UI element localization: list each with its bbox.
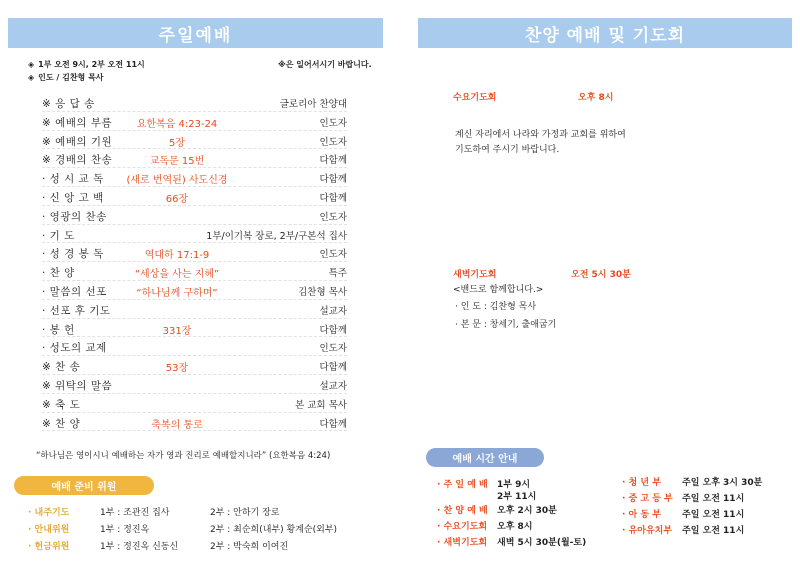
order-role: 다함께: [319, 155, 347, 167]
service-times: ◈ 1부 오전 9시, 2부 오전 11시: [28, 60, 145, 69]
order-item: · 영광의 찬송: [42, 210, 107, 223]
order-item: ※ 응 답 송: [42, 98, 95, 110]
service-time-row: [437, 503, 557, 516]
order-role: 다함께: [319, 362, 347, 374]
order-role: 특주: [328, 268, 347, 280]
department-label: · 유아유치부: [622, 526, 673, 536]
prep-label: · 헌금위원: [28, 542, 70, 552]
order-role: 다함께: [319, 174, 347, 186]
order-content: 요한복음 4:23-24: [136, 118, 218, 130]
department-time-row: [622, 523, 744, 536]
order-content: 5장: [168, 137, 186, 149]
order-row: [42, 243, 347, 262]
order-row: [42, 375, 347, 394]
order-content: 53장: [165, 363, 189, 375]
prep-committee-title: 예배 준비 위원: [14, 476, 154, 495]
scripture-quote: “하나님은 영이시니 예배하는 자가 영과 진리로 예배할지니라” (요한복음 4:24): [36, 451, 331, 461]
order-row: [42, 93, 347, 112]
order-content: 축복의 통로: [151, 419, 203, 431]
order-row: [42, 187, 347, 206]
order-role: 다함께: [319, 324, 347, 336]
wednesday-time: 오후 8시: [578, 93, 614, 103]
prep-first-service: 1부 : 조관진 집사: [100, 508, 170, 518]
prep-second-service: 2부 : 안하기 장로: [210, 508, 280, 518]
order-row: [42, 413, 347, 432]
order-item: · 성 경 봉 독: [42, 248, 104, 261]
order-row: [42, 281, 347, 300]
service-time-row: [437, 489, 536, 502]
service-time-label: · 새벽기도회: [437, 538, 488, 548]
department-time: 주일 오후 3시 30분: [682, 478, 763, 488]
service-time-value: 새벽 5시 30분(월-토): [497, 538, 587, 548]
order-role: 설교자: [319, 380, 347, 392]
order-item: ※ 경배의 찬송: [42, 154, 113, 167]
order-content: (새로 번역된) 사도신경: [126, 175, 228, 187]
left-banner: 주일예배: [8, 18, 383, 48]
order-row: [42, 262, 347, 281]
dawn-time: 오전 5시 30분: [571, 270, 631, 280]
order-role: 설교자: [319, 305, 347, 317]
order-role: 글로리아 찬양대: [279, 99, 347, 110]
order-item: · 신 앙 고 백: [42, 191, 104, 204]
order-role: 본 교회 목사: [295, 399, 347, 411]
department-time: 주일 오전 11시: [682, 526, 745, 536]
order-content: “하나님께 구하며”: [136, 287, 218, 299]
wednesday-text-2: 기도하여 주시기 바랍니다.: [455, 145, 560, 155]
department-time-row: [622, 491, 744, 504]
order-item: · 선포 후 기도: [42, 304, 111, 317]
dawn-label: 새벽기도회: [453, 270, 497, 280]
service-time-label: · 주 일 예 배: [437, 480, 488, 490]
prep-label: · 내주기도: [28, 508, 70, 518]
order-role: 인도자: [319, 136, 347, 148]
department-label: · 아 동 부: [622, 510, 661, 520]
order-item: ※ 축 도: [42, 398, 81, 411]
prep-first-service: 1부 : 정진옥 신동신: [100, 542, 179, 552]
service-time-value: 오후 2시 30분: [497, 506, 557, 516]
order-item: · 성도의 교제: [42, 342, 107, 355]
order-row: [42, 206, 347, 225]
department-label: · 중 고 등 부: [622, 494, 673, 504]
order-item: · 말씀의 선포: [42, 285, 107, 298]
order-item: ※ 찬 양: [42, 417, 81, 430]
dawn-leader: · 인 도 : 김찬형 목사: [455, 302, 537, 312]
order-row: [42, 300, 347, 319]
diamond-icon: ◈: [28, 73, 35, 82]
order-content: 역대하 17:1-9: [144, 250, 210, 262]
order-row: [42, 394, 347, 413]
department-time-row: [622, 475, 762, 488]
order-item: ※ 찬 송: [42, 361, 81, 374]
service-time-title: 예배 시간 안내: [426, 448, 544, 467]
order-row: [42, 168, 347, 187]
service-time-row: [437, 519, 532, 532]
department-time: 주일 오전 11시: [682, 494, 745, 504]
order-row: [42, 319, 347, 338]
diamond-icon: ◈: [28, 60, 35, 69]
dawn-band-note: <밴드로 함께합니다.>: [453, 285, 544, 295]
prep-first-service: 1부 : 정진옥: [100, 525, 150, 535]
right-banner: 찬양 예배 및 기도회: [418, 18, 792, 48]
order-row: [42, 149, 347, 168]
order-item: · 성 시 교 독: [42, 173, 104, 186]
department-time: 주일 오전 11시: [682, 510, 745, 520]
leader-info: ◈ 인도 / 김찬형 목사: [28, 73, 104, 82]
department-time-row: [622, 507, 744, 520]
order-row: [42, 356, 347, 375]
order-row: [42, 225, 347, 244]
order-content: 교독문 15번: [149, 156, 205, 168]
order-role: 인도자: [319, 343, 347, 355]
service-time-value: 1부 9시: [497, 480, 531, 490]
service-time-value: 오후 8시: [497, 522, 533, 532]
order-item: ※ 예배의 부름: [42, 116, 113, 129]
order-role: 인도자: [319, 211, 347, 223]
order-row: [42, 337, 347, 356]
dawn-scripture: · 본 문 : 창세기, 출애굽기: [455, 320, 557, 330]
prep-second-service: 2부 : 최순희(내부) 황계순(외부): [210, 525, 338, 535]
department-label: · 청 년 부: [622, 478, 661, 488]
prep-second-service: 2부 : 박숙희 이여진: [210, 542, 289, 552]
service-time-value: 2부 11시: [497, 492, 537, 502]
service-time-label: · 찬 양 예 배: [437, 506, 488, 516]
order-content: 66장: [165, 193, 189, 205]
order-role: 인도자: [319, 117, 347, 129]
order-content: “세상을 사는 지혜”: [134, 269, 220, 281]
order-row: [42, 112, 347, 131]
order-role: 김찬형 목사: [298, 286, 347, 298]
order-role: 다함께: [319, 192, 347, 204]
order-item: ※ 예배의 기원: [42, 135, 113, 148]
order-item: ※ 위탁의 말씀: [42, 379, 113, 392]
prep-label: · 안내위원: [28, 525, 70, 535]
order-of-worship: [42, 93, 347, 431]
service-time-label: · 수요기도회: [437, 522, 488, 532]
order-role: 인도자: [319, 249, 347, 261]
wednesday-text-1: 계신 자리에서 나라와 가정과 교회를 위하여: [455, 130, 626, 140]
wednesday-label: 수요기도회: [453, 93, 497, 103]
order-content: 331장: [162, 325, 192, 337]
order-item: · 봉 헌: [42, 323, 75, 336]
order-item: · 기 도: [42, 229, 75, 242]
service-time-row: [437, 535, 586, 548]
order-role: 다함께: [319, 418, 347, 430]
order-row: [42, 131, 347, 150]
standing-note: ※은 일어서시기 바랍니다.: [278, 60, 372, 69]
order-item: · 찬 양: [42, 267, 75, 280]
order-role: 1부/이기복 장로, 2부/구본석 집사: [206, 230, 347, 242]
